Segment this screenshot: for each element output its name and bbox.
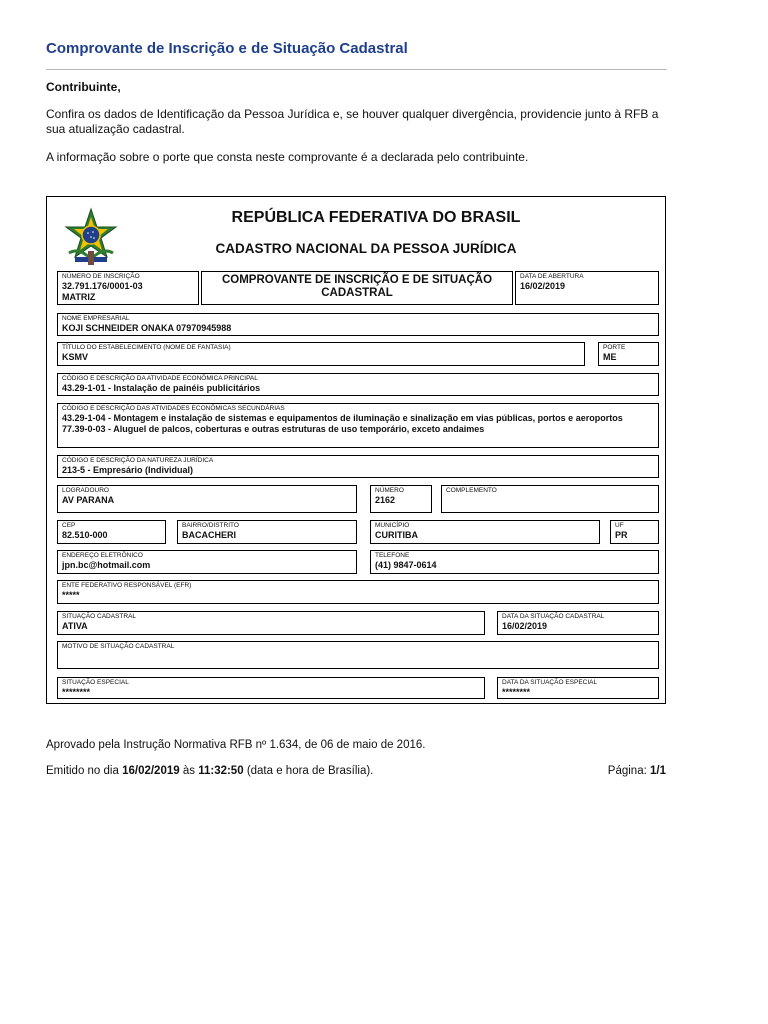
porte-label: PORTE (603, 344, 626, 351)
logradouro-label: LOGRADOURO (62, 487, 109, 494)
data-situacao-label: DATA DA SITUAÇÃO CADASTRAL (502, 613, 605, 620)
cep-label: CEP (62, 522, 76, 529)
situacao-especial-label: SITUAÇÃO ESPECIAL (62, 679, 129, 686)
numero-box (370, 485, 432, 513)
approval-note: Aprovado pela Instrução Normativa RFB nº 1.634, de 06 de maio de 2016. (46, 739, 426, 751)
natureza-value: 213-5 - Empresário (Individual) (62, 465, 194, 475)
inscricao-box (57, 271, 199, 305)
data-situacao-especial-value: ******** (502, 687, 531, 697)
uf-label: UF (615, 522, 624, 529)
numero-label: NÚMERO (375, 487, 404, 494)
atividade-principal-label: CÓDIGO E DESCRIÇÃO DA ATIVIDADE ECONÔMICA PRINCIPAL (62, 375, 258, 382)
porte-box (598, 342, 659, 366)
email-value: jpn.bc@hotmail.com (62, 560, 151, 570)
atividades-secundarias-label: CÓDIGO E DESCRIÇÃO DAS ATIVIDADES ECONÔMICAS SECUNDÁRIAS (62, 405, 285, 412)
greeting: Contribuinte, (46, 80, 121, 94)
motivo-label: MOTIVO DE SITUAÇÃO CADASTRAL (62, 643, 175, 650)
telefone-box (370, 550, 659, 574)
abertura-value: 16/02/2019 (520, 281, 566, 291)
inscricao-value: 32.791.176/0001-03 (62, 281, 143, 291)
efr-label: ENTE FEDERATIVO RESPONSÁVEL (EFR) (62, 582, 192, 589)
efr-box (57, 580, 659, 604)
situacao-label: SITUAÇÃO CADASTRAL (62, 613, 137, 620)
emitted-mid: às (182, 765, 195, 777)
republic-heading: REPÚBLICA FEDERATIVA DO BRASIL (231, 209, 521, 226)
municipio-value: CURITIBA (375, 530, 418, 540)
nome-label: NOME EMPRESARIAL (62, 315, 130, 322)
natureza-box (57, 455, 659, 478)
complemento-box (441, 485, 659, 513)
inscricao-type: MATRIZ (62, 291, 96, 302)
nome-box (57, 313, 659, 336)
emission-line (46, 765, 373, 777)
municipio-label: MUNICÍPIO (375, 522, 410, 529)
email-box (57, 550, 357, 574)
atividade-secundaria-item: 77.39-0-03 - Aluguel de palcos, coberturas e outras estruturas de uso temporário, exceto andaimes (62, 423, 485, 434)
efr-value: ***** (62, 590, 80, 600)
municipio-box (370, 520, 600, 544)
numero-value: 2162 (375, 495, 396, 505)
atividades-secundarias-box (57, 403, 659, 448)
telefone-value: (41) 9847-0614 (375, 560, 437, 570)
intro-paragraph: Confira os dados de Identificação da Pessoa Jurídica e, se houver qualquer divergência, providencie junto à RFB a sua atualização cadastral. (46, 107, 659, 136)
fantasia-box (57, 342, 585, 366)
cnpj-heading: CADASTRO NACIONAL DA PESSOA JURÍDICA (215, 241, 517, 256)
porte-note: A informação sobre o porte que consta neste comprovante é a declarada pelo contribuinte. (46, 150, 529, 164)
emitted-time: 11:32:50 (198, 765, 244, 777)
bairro-box (177, 520, 357, 544)
abertura-box (515, 271, 659, 305)
logradouro-box (57, 485, 357, 513)
emitted-prefix: Emitido no dia (46, 765, 119, 777)
data-situacao-box (497, 611, 659, 635)
data-situacao-especial-box (497, 677, 659, 699)
fantasia-value: KSMV (62, 352, 89, 362)
atividade-principal-box (57, 373, 659, 396)
situacao-especial-value: ******** (62, 687, 91, 697)
data-situacao-value: 16/02/2019 (502, 621, 548, 631)
uf-box (610, 520, 659, 544)
motivo-box (57, 641, 659, 669)
doc-title-box (201, 271, 513, 305)
cep-value: 82.510-000 (62, 530, 108, 540)
nome-value: KOJI SCHNEIDER ONAKA 07970945988 (62, 323, 232, 333)
title-divider (46, 69, 667, 70)
email-label: ENDEREÇO ELETRÔNICO (62, 552, 143, 559)
doc-title: COMPROVANTE DE INSCRIÇÃO E DE SITUAÇÃO CADASTRAL (221, 274, 493, 299)
certificate (46, 196, 666, 704)
telefone-label: TELEFONE (375, 552, 410, 559)
bairro-label: BAIRRO/DISTRITO (182, 522, 239, 529)
data-situacao-especial-label: DATA DA SITUAÇÃO ESPECIAL (502, 679, 598, 686)
emitted-date: 16/02/2019 (122, 765, 180, 777)
page-value: 1/1 (650, 765, 666, 777)
page-label: Página: (607, 765, 647, 777)
situacao-especial-box (57, 677, 485, 699)
uf-value: PR (615, 530, 628, 540)
emitted-suffix: (data e hora de Brasília). (246, 765, 374, 777)
atividade-principal-value: 43.29-1-01 - Instalação de painéis publicitários (62, 383, 261, 393)
situacao-value: ATIVA (62, 621, 88, 631)
page-number (608, 765, 666, 777)
complemento-label: COMPLEMENTO (446, 487, 497, 494)
inscricao-label: NÚMERO DE INSCRIÇÃO (62, 273, 140, 280)
bairro-value: BACACHERI (182, 530, 236, 540)
porte-value: ME (603, 352, 617, 362)
abertura-label: DATA DE ABERTURA (520, 273, 584, 280)
fantasia-label: TÍTULO DO ESTABELECIMENTO (NOME DE FANTASIA) (62, 344, 231, 351)
cep-box (57, 520, 166, 544)
atividade-secundaria-item: 43.29-1-04 - Montagem e instalação de sistemas e equipamentos de iluminação e sinalização em vias públicas, portos e aeroportos (62, 413, 623, 423)
page-title: Comprovante de Inscrição e de Situação Cadastral (46, 40, 408, 57)
natureza-label: CÓDIGO E DESCRIÇÃO DA NATUREZA JURÍDICA (62, 457, 214, 464)
logradouro-value: AV PARANA (62, 495, 115, 505)
situacao-box (57, 611, 485, 635)
